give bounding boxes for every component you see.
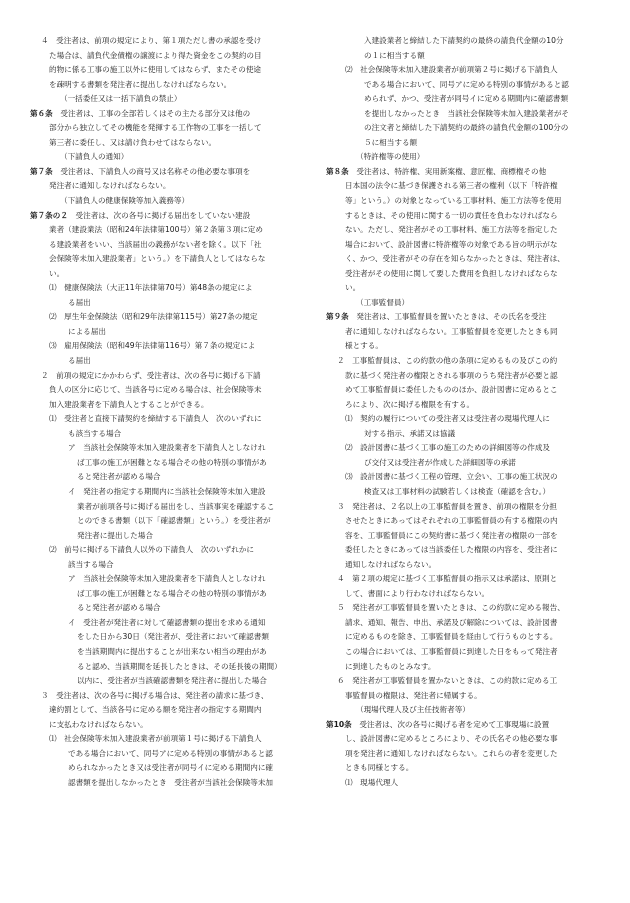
right-text-line: 様とする。 (345, 341, 383, 351)
article-number: 第８条 (326, 166, 349, 176)
left-text-line: イ 発注者の指定する期間内に当該社会保険等未加入建設 (68, 486, 266, 496)
left-text-line: イ 受注者が発注者に対して確認書類の提出を求める通知 (68, 617, 266, 627)
left-text-line: 的物に係る工事の施工以外に使用してはならず、またその使途 (49, 65, 262, 75)
left-text-line: ⑵ 厚生年金保険法（昭和29年法律第115号）第27条の規定 (49, 312, 258, 322)
right-text-line: 第９条 発注者は、工事監督員を置いたときは、その氏名を受注 (326, 312, 547, 322)
left-text-line: た場合は、請負代金債権の譲渡により得た資金をこの契約の目 (49, 50, 262, 60)
left-text-line: められなかったとき又は受注者が同号イに定める期間内に確 (68, 763, 274, 773)
left-text-line: ⑴ 社会保険等未加入建設業者が前項第１号に掲げる下請負人 (49, 734, 262, 744)
right-text-line: 日本国の法令に基づき保護される第三者の権利（以下「特許権 (345, 181, 558, 191)
right-text-line: ない。ただし、発注者がその工事材料、施工方法等を指定した (345, 225, 558, 235)
left-text-line: る届出 (68, 297, 91, 307)
left-text-line: ア 当該社会保険等未加入建設業者を下請負人としなけれ (68, 443, 266, 453)
right-text-line: ⑴ 現場代理人 (345, 777, 399, 787)
right-text-line: 検査又は工事材料の試験若しくは検査（確認を含む。） (364, 486, 551, 496)
left-text-line: ると認め、当該期間を延長したときは、その延長後の期間） (77, 661, 282, 671)
right-text-line: 等」という。）の対象となっている工事材料、施工方法等を使用 (345, 196, 562, 206)
right-text-line: に定めるものを除き、工事監督員を経由して行うものとする。 (345, 632, 558, 642)
right-text-line: ⑵ 社会保険等未加入建設業者が前項第２号に掲げる下請負人 (345, 65, 558, 75)
left-text-line: ⑵ 前号に掲げる下請負人以外の下請負人 次のいずれかに (49, 545, 255, 555)
left-text-line: ば工事の施工が困難となる場合その他の特別の事情があ (77, 588, 267, 598)
left-text-line: ⑴ 健康保険法（大正11年法律第70号）第48条の規定によ (49, 283, 253, 293)
left-text-line: ると発注者が認める場合 (77, 603, 161, 613)
right-text-line: 対する指示、承諾又は協議 (364, 428, 456, 438)
left-text-line: である場合において、同号アに定める特別の事情があると認 (68, 748, 273, 758)
right-text-line: の注文者と締結した下請契約の最終の請負代金額の100分の (364, 123, 569, 133)
left-text-line: 会保険等未加入建設業者」という。）を下請負人としてはならな (49, 254, 266, 264)
left-text-line: 部分から独立してその機能を発揮する工作物の工事を一括して (49, 123, 262, 133)
right-text-line: ５に相当する額 (364, 137, 418, 147)
right-column (326, 34, 610, 790)
right-text-line: 入建設業者と締結した下請契約の最終の請負代金額の10分 (364, 36, 564, 45)
article-number: 第６条 (30, 108, 53, 118)
left-text-line: 業者（建設業法（昭和24年法律第100号）第２条第３項に定め (49, 225, 263, 235)
right-text-line: （工事監督員） (356, 297, 410, 307)
right-text-line: めて工事監督員に委任したもののほか、設計図書に定めるとこ (345, 385, 558, 395)
left-text-line: ３ 受注者は、次の各号に掲げる場合は、発注者の請求に基づき、 (41, 690, 269, 700)
right-text-line: の１に相当する額 (364, 50, 425, 60)
left-text-line: を当該期間内に提出することが出来ない相当の理由があ (77, 646, 267, 656)
left-column (30, 34, 316, 790)
left-text-line: （下請負人の健康保険等加入義務等） (60, 196, 190, 206)
left-text-line: 第６条 受注者は、工事の全部若しくはその主たる部分又は他の (30, 108, 251, 118)
right-text-line: （現場代理人及び主任技術者等） (356, 705, 470, 715)
left-text-line: 該当する場合 (68, 559, 114, 569)
left-text-line: 違約罰として、当該各号に定める額を発注者の指定する期間内 (49, 705, 262, 715)
left-text-line: 発注者に提出した場合 (77, 530, 153, 540)
left-text-line: 第７条の２ 受注者は、次の各号に掲げる届出をしていない建設 (30, 210, 251, 220)
left-text-line: ４ 受注者は、前項の規定により、第１項ただし書の承認を受け (41, 36, 262, 45)
left-text-line: ア 当該社会保険等未加入建設業者を下請負人としなけれ (68, 574, 266, 584)
right-text-line: である場合において、同号アに定める特別の事情があると認 (364, 79, 569, 89)
right-text-line: 受注者がその使用に関して要した費用を負担しなければならな (345, 268, 558, 278)
left-text-line: 第７条 受注者は、下請負人の商号又は名称その他必要な事項を (30, 166, 251, 176)
left-text-line: る届出 (68, 356, 91, 366)
left-text-line: 認書類を提出しなかったとき 受注者が当該社会保険等未加 (68, 777, 274, 787)
left-text-line: に支払わなければならない。 (49, 719, 148, 729)
left-text-line: 第三者に委任し、又は請け負わせてはならない。 (49, 137, 217, 147)
left-text-line: （下請負人の通知） (60, 152, 129, 162)
left-text-line: （一括委任又は一括下請負の禁止） (60, 94, 182, 104)
left-text-line: ⑶ 雇用保険法（昭和49年法律第116号）第７条の規定によ (49, 341, 256, 351)
right-text-line: ５ 発注者が工事監督員を置いたときは、この約款に定める報告、 (337, 603, 565, 613)
left-text-line: による届出 (68, 326, 106, 336)
right-text-line: させたときにあってはそれぞれの工事監督員の有する権限の内 (345, 516, 558, 526)
right-text-line: この場合においては、工事監督員に到達した日をもって発注者 (345, 646, 558, 656)
right-text-line: 通知しなければならない。 (345, 559, 437, 569)
right-text-line: く、かつ、受注者がその存在を知らなかったときは、発注者は、 (345, 254, 565, 264)
left-text-line: 加入建設業者を下請負人とすることができる。 (49, 399, 209, 409)
left-text-line: も該当する場合 (68, 428, 122, 438)
right-text-line: を提出しなかったとき 当該社会保険等未加入建設業者がそ (364, 108, 570, 118)
left-text-line: を疎明する書類を発注者に提出しなければならない。 (49, 79, 232, 89)
right-text-line: 款に基づく発注者の権限とされる事項のうち発注者が必要と認 (345, 370, 558, 380)
left-text-line: 発注者に通知しなければならない。 (49, 181, 171, 191)
left-text-line: 以内に、受注者が当該確認書類を発注者に提出した場合 (77, 676, 267, 686)
right-text-line: 項を発注者に通知しなければならない。これらの者を変更した (345, 748, 558, 758)
left-text-line: をした日から30日（発注者が、受注者において確認書類 (77, 632, 269, 642)
right-text-line: （特許権等の使用） (356, 152, 425, 162)
right-text-line: 委任したときにあっては当該委任した権限の内容を、受注者に (345, 545, 558, 555)
right-text-line: ⑵ 設計図書に基づく工事の施工のための詳細図等の作成及 (345, 443, 551, 453)
right-text-line: 事監督員の権限は、発注者に帰属する。 (345, 690, 482, 700)
right-text-line: 請求、通知、報告、申出、承諾及び解除については、設計図書 (345, 617, 558, 627)
right-text-line: ６ 発注者が工事監督員を置かないときは、この約款に定める工 (337, 676, 558, 686)
right-text-line: 場合において、設計図書に特許権等の対象である旨の明示がな (345, 239, 558, 249)
two-column-body (30, 34, 610, 790)
left-text-line: 業者が前項各号に掲げる届出をし、当該事実を確認するこ (77, 501, 275, 511)
right-text-line: ときも同様とする。 (345, 763, 414, 773)
right-text-line: 容を、工事監督員にこの契約書に基づく発注者の権限の一部を (345, 530, 558, 540)
right-text-line: び交付又は受注者が作成した詳細図等の承諾 (364, 457, 516, 467)
right-text-line: ⑶ 設計図書に基づく工程の管理、立会い、工事の施工状況の (345, 472, 558, 482)
left-text-line: い。 (49, 268, 65, 278)
article-number: 第10条 (326, 719, 352, 729)
left-text-line: ると発注者が認める場合 (77, 472, 161, 482)
left-text-line: 負人の区分に応じて、当該各号に定める場合は、社会保険等未 (49, 385, 262, 395)
right-text-line: するときは、その使用に関する一切の責任を負わなければなら (345, 210, 558, 220)
left-text-line: ２ 前項の規定にかかわらず、受注者は、次の各号に掲げる下請 (41, 370, 261, 380)
right-text-line: 第10条 受注者は、次の各号に掲げる者を定めて工事現場に設置 (326, 719, 550, 729)
right-text-line: ３ 発注者は、２名以上の工事監督員を置き、前項の権限を分担 (337, 501, 557, 511)
right-text-line: ろにより、次に掲げる権限を有する。 (345, 399, 475, 409)
left-text-line: ば工事の施工が困難となる場合その他の特別の事情があ (77, 457, 267, 467)
left-text-line: とのできる書類（以下「確認書類」という。）を受注者が (77, 516, 271, 526)
article-number: 第７条の２ (30, 210, 68, 220)
right-text-line: ⑴ 契約の履行についての受注者又は受注者の現場代理人に (345, 414, 550, 424)
article-number: 第９条 (326, 312, 349, 322)
right-text-line: に到達したものとみなす。 (345, 661, 436, 671)
right-text-line: 者に通知しなければならない。工事監督員を変更したときも同 (345, 326, 558, 336)
right-text-line: して、書面により行わなければならない。 (345, 588, 490, 598)
left-text-line: ⑴ 受注者と直接下請契約を締結する下請負人 次のいずれに (49, 414, 262, 424)
right-text-line: し、設計図書に定めるところにより、その氏名その他必要な事 (345, 734, 558, 744)
left-text-line: る建設業者をいい、当該届出の義務がない者を除く。以下「社 (49, 239, 262, 249)
right-text-line: 第８条 受注者は、特許権、実用新案権、意匠権、商標権その他 (326, 166, 547, 176)
right-text-line: められず、かつ、受注者が同号イに定める期間内に確認書類 (364, 94, 569, 104)
right-text-line: ２ 工事監督員は、この約款の他の条項に定めるもの及びこの約 (337, 356, 558, 366)
article-number: 第７条 (30, 166, 53, 176)
right-text-line: ４ 第２項の規定に基づく工事監督員の指示又は承諾は、原則と (337, 574, 558, 584)
right-text-line: い。 (345, 283, 361, 293)
